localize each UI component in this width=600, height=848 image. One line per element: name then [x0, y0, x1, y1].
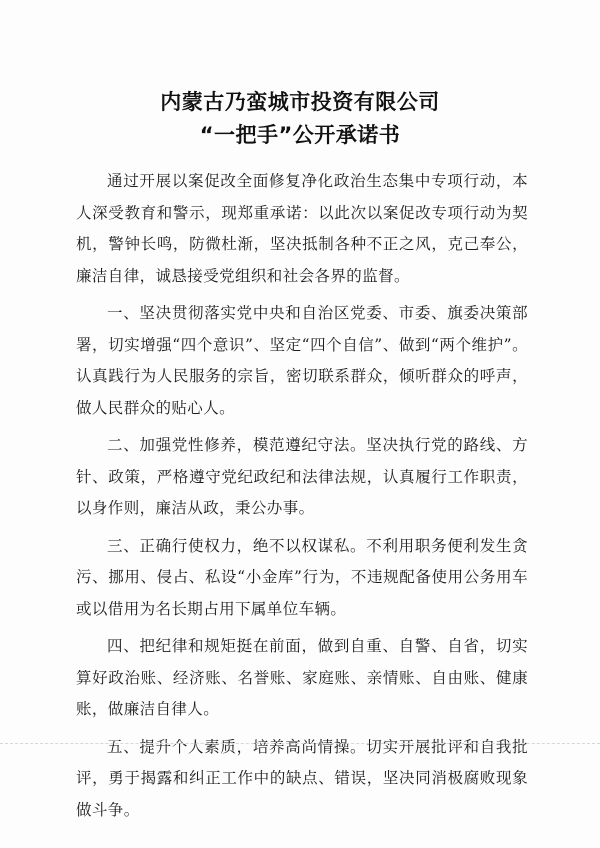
document-title-line-1: 内蒙古乃蛮城市投资有限公司	[160, 90, 440, 114]
paragraph-commitment-5: 五、提升个人素质，培养高尚情操。切实开展批评和自我批评，勇于揭露和纠正工作中的缺点、错误，坚决同消极腐败现象做斗争。	[76, 737, 528, 819]
scan-divider-line	[0, 743, 600, 744]
paragraph-intro: 通过开展以案促改全面修复净化政治生态集中专项行动，本人深受教育和警示，现郑重承诺：以此次以案促改专项行动为契机，警钟长鸣，防微杜渐，坚决抵制各种不正之风，克己奉公，廉洁自律，诚恳接受党组织和社会各界的监督。	[76, 172, 528, 285]
paragraph-commitment-2: 二、加强党性修养，模范遵纪守法。坚决执行党的路线、方针、政策，严格遵守党纪政纪和法律法规，认真履行工作职责，以身作则，廉洁从政，秉公办事。	[76, 436, 528, 517]
paragraph-commitment-3: 三、正确行使权力，绝不以权谋私。不利用职务便利发生贪污、挪用、侵占、私设“小金库”行为，不违规配备使用公务用车或以借用为名长期占用下属单位车辆。	[76, 536, 528, 618]
document-body	[76, 166, 528, 826]
paragraph-commitment-4: 四、把纪律和规矩挺在前面，做到自重、自警、自省，切实算好政治账、经济账、名誉账、家庭账、亲情账、自由账、健康账，做廉洁自律人。	[76, 637, 528, 718]
document-title-line-2: “一把手”公开承诺书	[199, 123, 401, 147]
paragraph-commitment-1: 一、坚决贯彻落实党中央和自治区党委、市委、旗委决策部署，切实增强“四个意识”、坚定“四个自信”、做到“两个维护”。认真践行为人民服务的宗旨，密切联系群众，倾听群众的呼声，做人民群众的贴心人。	[76, 304, 528, 417]
